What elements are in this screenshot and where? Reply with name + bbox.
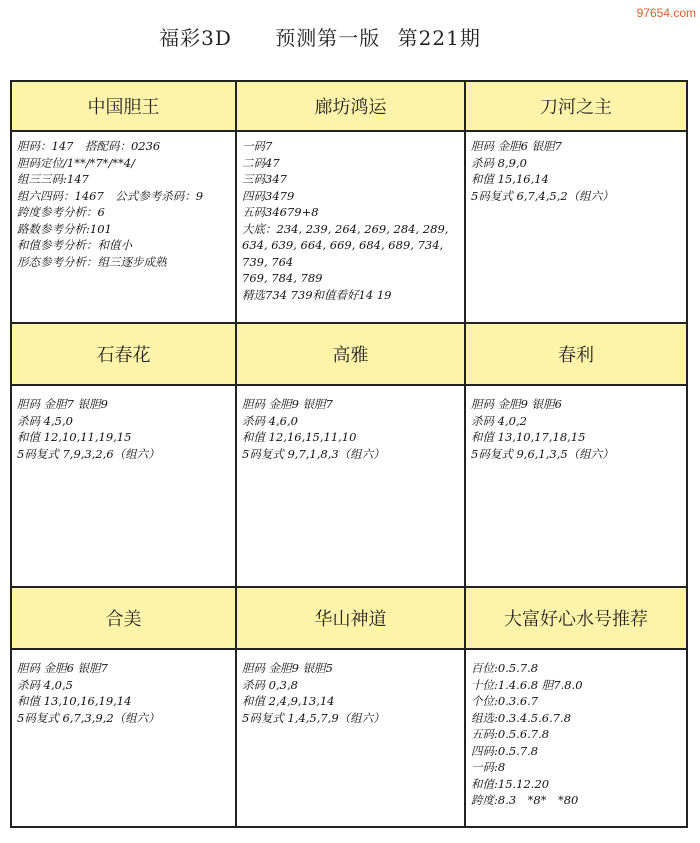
prediction-line: 形态参考分析：组三逐步成熟 — [17, 254, 167, 269]
prediction-line: 精选734 739和值看好14 19 — [242, 287, 392, 302]
expert-name: 廊坊鸿运 — [237, 82, 464, 132]
prediction-line: 和值:15.12.20 — [471, 776, 550, 791]
prediction-list — [12, 650, 235, 726]
site-watermark: 97654.com — [636, 6, 696, 20]
prediction-line: 百位:0.5.7.8 — [471, 661, 539, 675]
prediction-line: 三码347 — [242, 172, 287, 186]
prediction-line: 5码复式 1,4,5,7,9（组六） — [242, 710, 385, 725]
prediction-line: 5码复式 6,7,4,5,2（组六） — [471, 188, 614, 203]
prediction-list — [12, 386, 235, 462]
prediction-line: 杀码 8,9,0 — [471, 155, 527, 170]
expert-name: 高雅 — [237, 324, 464, 386]
prediction-line: 四码3479 — [242, 188, 295, 203]
prediction-list — [466, 650, 686, 809]
prediction-line: 杀码 0,3,8 — [242, 677, 298, 692]
prediction-line: 二码47 — [242, 155, 280, 170]
prediction-line: 5码复式 9,7,1,8,3（组六） — [242, 446, 385, 461]
prediction-line: 胆码 金胆9 银胆6 — [471, 397, 562, 411]
expert-name: 大富好心水号推荐 — [466, 588, 686, 650]
prediction-line: 路数参考分析:101 — [17, 221, 112, 236]
prediction-line: 胆码 金胆6 银胆7 — [471, 139, 562, 153]
prediction-list — [237, 386, 464, 462]
prediction-line: 和值 15,16,14 — [471, 172, 549, 186]
edition-label: 预测第一版 — [275, 26, 381, 50]
prediction-line: 杀码 4,5,0 — [17, 413, 73, 428]
prediction-table — [10, 80, 688, 828]
prediction-line: 个位:0.3.6.7 — [471, 694, 539, 708]
expert-cell — [466, 588, 686, 826]
prediction-line: 胆码：147 搭配码：0236 — [17, 139, 161, 153]
expert-cell — [237, 324, 464, 586]
lottery-name: 福彩3D — [159, 26, 232, 50]
prediction-line: 5码复式 7,9,3,2,6（组六） — [17, 446, 160, 461]
expert-cell — [12, 82, 235, 322]
prediction-line: 和值 13,10,17,18,15 — [471, 430, 586, 444]
issue-number: 第221期 — [397, 26, 481, 50]
expert-cell — [466, 82, 686, 322]
prediction-list — [466, 386, 686, 462]
expert-name: 中国胆王 — [12, 82, 235, 132]
prediction-line: 五码34679+8 — [242, 205, 319, 219]
prediction-line: 和值 12,16,15,11,10 — [242, 430, 357, 444]
prediction-line: 组六四码：1467 公式参考杀码：9 — [17, 188, 204, 203]
expert-cell — [12, 588, 235, 826]
prediction-line: 5码复式 6,7,3,9,2（组六） — [17, 710, 160, 725]
prediction-line: 一码7 — [242, 139, 273, 153]
prediction-line: 大底：234, 239, 264, 269, 284, 289, 634, 639, 664, 669, 684, 689, 734, 739, 764 — [242, 221, 449, 269]
expert-name: 刀河之主 — [466, 82, 686, 132]
prediction-line: 胆码 金胆7 银胆9 — [17, 397, 108, 411]
prediction-line: 组三三码:147 — [17, 172, 89, 186]
prediction-line: 5码复式 9,6,1,3,5（组六） — [471, 446, 614, 461]
expert-cell — [237, 82, 464, 322]
prediction-line: 杀码 4,0,2 — [471, 413, 527, 428]
prediction-list — [12, 132, 235, 270]
expert-name: 合美 — [12, 588, 235, 650]
prediction-line: 一码:8 — [471, 760, 506, 774]
expert-name: 春利 — [466, 324, 686, 386]
prediction-line: 胆码 金胆6 银胆7 — [17, 661, 108, 675]
prediction-line: 胆码 金胆9 银胆5 — [242, 661, 333, 675]
prediction-list — [237, 132, 464, 303]
expert-name: 华山神道 — [237, 588, 464, 650]
prediction-line: 杀码 4,0,5 — [17, 677, 73, 692]
expert-cell — [12, 324, 235, 586]
prediction-line: 跨度:8.3 *8* *80 — [471, 793, 579, 807]
prediction-line: 胆码定位/1**/*7*/**4/ — [17, 155, 135, 170]
prediction-line: 和值 12,10,11,19,15 — [17, 430, 132, 444]
prediction-line: 和值 13,10,16,19,14 — [17, 694, 132, 708]
prediction-line: 769, 784, 789 — [242, 271, 323, 285]
prediction-line: 杀码 4,6,0 — [242, 413, 298, 428]
prediction-list — [466, 132, 686, 204]
prediction-line: 和值参考分析：和值小 — [17, 238, 132, 252]
prediction-list — [237, 650, 464, 726]
expert-cell — [466, 324, 686, 586]
prediction-line: 五码:0.5.6.7.8 — [471, 727, 550, 741]
page-title — [0, 22, 640, 51]
prediction-line: 胆码 金胆9 银胆7 — [242, 397, 333, 411]
prediction-line: 和值 2,4,9,13,14 — [242, 694, 335, 708]
expert-cell — [237, 588, 464, 826]
prediction-line: 组选:0.3.4.5.6.7.8 — [471, 710, 572, 725]
prediction-line: 十位:1.4.6.8 胆7.8.0 — [471, 677, 583, 692]
expert-name: 石春花 — [12, 324, 235, 386]
prediction-line: 跨度参考分析：6 — [17, 205, 105, 219]
prediction-line: 四码:0.5.7.8 — [471, 743, 539, 758]
